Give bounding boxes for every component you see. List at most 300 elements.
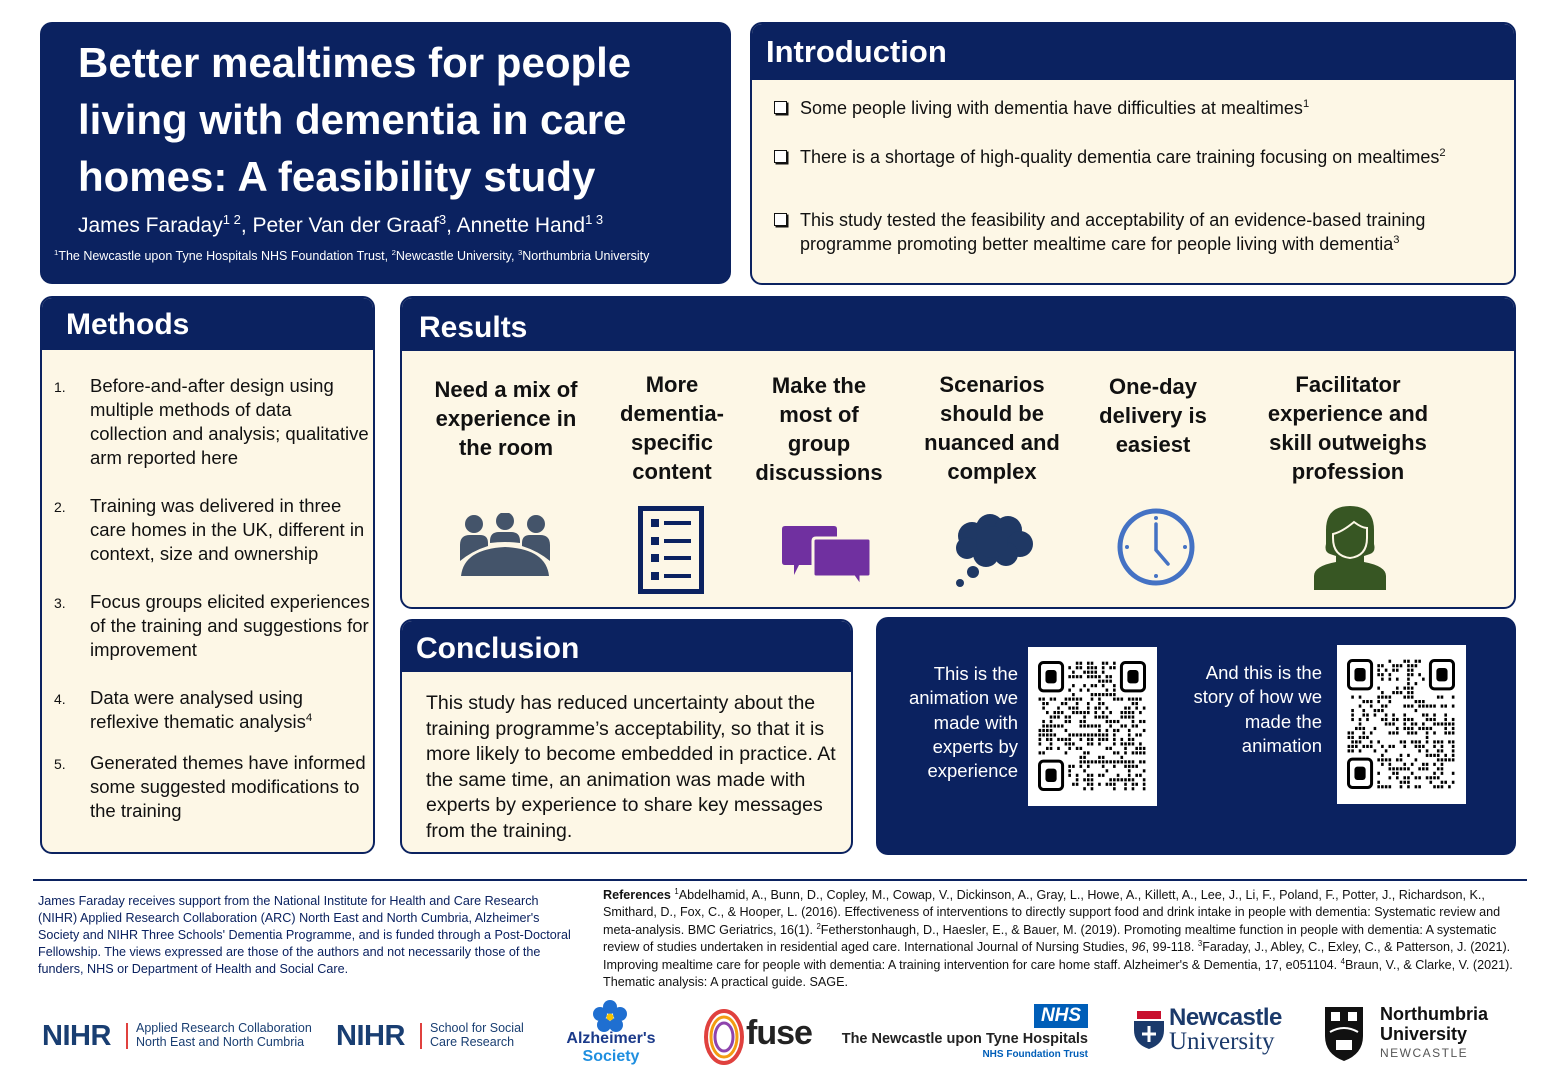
qr-module — [1441, 722, 1444, 725]
qr-module — [1102, 760, 1105, 763]
qr-module — [1098, 774, 1101, 777]
qr-module — [1106, 675, 1109, 678]
qr-module — [1102, 702, 1105, 705]
fuse-wordmark: fuse — [746, 1014, 812, 1052]
qr-module — [1366, 713, 1369, 716]
qr-module — [1076, 783, 1079, 786]
qr-module — [1407, 660, 1410, 663]
qr-module — [1113, 742, 1116, 745]
qr-module — [1444, 718, 1447, 721]
footnote-marker: 4 — [1340, 956, 1346, 966]
qr-module — [1359, 736, 1362, 739]
qr-module — [1083, 751, 1086, 754]
qr-module — [1377, 687, 1380, 690]
qr-module — [1359, 749, 1362, 752]
qr-module — [1042, 707, 1045, 710]
qr-module — [1039, 742, 1042, 745]
qr-module — [1132, 715, 1135, 718]
qr-module — [1370, 740, 1373, 743]
qr-module — [1139, 733, 1142, 736]
qr-module — [1418, 727, 1421, 730]
qr-module — [1389, 700, 1392, 703]
qr-module — [1132, 760, 1135, 763]
qr-module — [1441, 758, 1444, 761]
qr-module — [1098, 715, 1101, 718]
qr-module — [1407, 781, 1410, 784]
qr-module — [1452, 754, 1455, 757]
newcastle-location-text: NEWCASTLE — [1380, 1046, 1469, 1060]
qr-module — [1452, 722, 1455, 725]
qr-module — [1087, 733, 1090, 736]
qr-module — [1441, 767, 1444, 770]
qr-module — [1415, 722, 1418, 725]
logo-divider — [420, 1023, 422, 1049]
qr-module — [1120, 738, 1123, 741]
qr-module — [1403, 660, 1406, 663]
qr-module — [1072, 711, 1075, 714]
qr-module — [1433, 713, 1436, 716]
qr-module — [1415, 776, 1418, 779]
conclusion-text: This study has reduced uncertainty about the training programme’s acceptability, so that it is more likely to become embedded in practice. At the same time, an animation was made with experts by experience to share key messages from the training. — [426, 692, 836, 842]
qr-module — [1094, 666, 1097, 669]
qr-module — [1061, 702, 1064, 705]
qr-module — [1385, 696, 1388, 699]
qr-module — [1106, 707, 1109, 710]
qr-module — [1407, 682, 1410, 685]
introduction-heading: Introduction — [752, 24, 1514, 80]
qr-module — [1377, 669, 1380, 672]
qr-code-story[interactable] — [1337, 645, 1466, 804]
qr-module — [1377, 664, 1380, 667]
qr-module — [1411, 772, 1414, 775]
qr-module — [1113, 783, 1116, 786]
qr-module — [1441, 763, 1444, 766]
qr-module — [1385, 758, 1388, 761]
qr-module — [1135, 702, 1138, 705]
qr-module — [1124, 765, 1127, 768]
footnote-marker: 1 — [1302, 98, 1310, 110]
qr-module — [1437, 776, 1440, 779]
qr-module — [1050, 698, 1053, 701]
meeting-table-icon — [458, 513, 552, 579]
qr-module — [1351, 718, 1354, 721]
qr-module — [1117, 774, 1120, 777]
qr-module — [1366, 736, 1369, 739]
qr-module — [1400, 785, 1403, 788]
author: Annette Hand$^{1 3}$ — [456, 212, 604, 237]
qr-module — [1143, 760, 1146, 763]
qr-module — [1076, 698, 1079, 701]
footnote-marker: 2 — [816, 921, 821, 931]
qr-module — [1403, 767, 1406, 770]
qr-module — [1381, 678, 1384, 681]
item-number: 1. — [54, 379, 66, 395]
thought-cloud-icon — [952, 514, 1036, 590]
nihr-arc-logo — [42, 1020, 314, 1054]
qr-module — [1437, 740, 1440, 743]
qr-module — [1452, 696, 1455, 699]
qr-module — [1444, 722, 1447, 725]
qr-module — [1452, 745, 1455, 748]
qr-module — [1106, 662, 1109, 665]
qr-module — [1128, 742, 1131, 745]
qr-module — [1407, 727, 1410, 730]
reference: Braun, V., & Clarke, V. (2021). Thematic analysis: A practical guide. SAGE. — [603, 957, 1513, 990]
qr-module — [1426, 740, 1429, 743]
qr-module — [1351, 736, 1354, 739]
qr-module — [1046, 702, 1049, 705]
qr-module — [1396, 758, 1399, 761]
qr-module — [1418, 776, 1421, 779]
qr-module — [1113, 733, 1116, 736]
qr-module — [1087, 724, 1090, 727]
qr-module — [1102, 662, 1105, 665]
qr-module — [1120, 756, 1123, 759]
methods-item-text: Data were analysed using reflexive thematic analysis — [90, 687, 306, 732]
qr-module — [1106, 729, 1109, 732]
qr-module — [1068, 720, 1071, 723]
qr-module — [1381, 785, 1384, 788]
result-theme-label: Need a mix of experience in the room — [434, 377, 578, 460]
qr-module — [1143, 751, 1146, 754]
qr-module — [1117, 760, 1120, 763]
qr-module — [1411, 705, 1414, 708]
qr-module — [1418, 749, 1421, 752]
qr-module — [1433, 763, 1436, 766]
nhs-trust-subtitle: NHS Foundation Trust — [982, 1049, 1088, 1060]
qr-module — [1065, 738, 1068, 741]
qr-module — [1109, 724, 1112, 727]
qr-module — [1403, 740, 1406, 743]
qr-module — [1039, 738, 1042, 741]
qr-module — [1370, 700, 1373, 703]
footer-divider — [33, 879, 1527, 881]
qr-module — [1139, 760, 1142, 763]
qr-module — [1050, 738, 1053, 741]
qr-module — [1422, 700, 1425, 703]
qr-module — [1120, 742, 1123, 745]
qr-module — [1102, 733, 1105, 736]
references-label: References — [603, 888, 671, 902]
qr-module — [1452, 758, 1455, 761]
qr-module — [1050, 742, 1053, 745]
qr-module — [1389, 678, 1392, 681]
intro-item-text: This study tested the feasibility and acceptability of an evidence-based training programme promoting better mealtime care for people living with dementia — [800, 210, 1426, 254]
qr-module — [1057, 747, 1060, 750]
qr-module — [1083, 760, 1086, 763]
qr-module — [1411, 687, 1414, 690]
item-number: 4. — [54, 691, 66, 707]
qr-module — [1132, 778, 1135, 781]
qr-module — [1124, 760, 1127, 763]
footnote-marker: 3 — [1197, 939, 1203, 949]
qr-module — [1098, 756, 1101, 759]
qr-module — [1132, 724, 1135, 727]
qr-module — [1362, 727, 1365, 730]
qr-module — [1396, 687, 1399, 690]
qr-module — [1403, 696, 1406, 699]
qr-module — [1087, 666, 1090, 669]
qr-module — [1429, 705, 1432, 708]
qr-module — [1385, 722, 1388, 725]
qr-module — [1053, 711, 1056, 714]
qr-module — [1087, 778, 1090, 781]
qr-module — [1396, 678, 1399, 681]
qr-module — [1348, 736, 1351, 739]
qr-module — [1411, 763, 1414, 766]
qr-module — [1113, 693, 1116, 696]
qr-code-animation[interactable] — [1028, 647, 1157, 806]
qr-module — [1124, 751, 1127, 754]
qr-module — [1124, 787, 1127, 790]
qr-module — [1389, 776, 1392, 779]
qr-module — [1113, 765, 1116, 768]
qr-module — [1415, 758, 1418, 761]
qr-module — [1132, 787, 1135, 790]
qr-module — [1113, 738, 1116, 741]
qr-module — [1068, 769, 1071, 772]
qr-module — [1050, 729, 1053, 732]
qr-module — [1124, 711, 1127, 714]
qr-module — [1042, 724, 1045, 727]
qr-module — [1433, 745, 1436, 748]
qr-module — [1351, 731, 1354, 734]
qr-module — [1433, 754, 1436, 757]
qr-module — [1381, 696, 1384, 699]
qr-module — [1080, 747, 1083, 750]
qr-module — [1355, 727, 1358, 730]
qr-module — [1068, 675, 1071, 678]
qr-module — [1389, 660, 1392, 663]
qr-module — [1351, 740, 1354, 743]
affiliation: $^2$Newcastle University, — [391, 247, 518, 263]
qr-module — [1362, 713, 1365, 716]
qr-module — [1113, 666, 1116, 669]
result-theme-label: Facilitator experience and skill outweighs profession — [1267, 372, 1429, 484]
qr-module — [1400, 754, 1403, 757]
qr-module — [1143, 769, 1146, 772]
intro-item-text: Some people living with dementia have difficulties at mealtimes — [800, 98, 1303, 118]
qr-module — [1098, 729, 1101, 732]
qr-finder-center — [1354, 668, 1365, 681]
item-number: 2. — [54, 499, 66, 515]
qr-module — [1113, 689, 1116, 692]
qr-module — [1072, 783, 1075, 786]
qr-module — [1359, 727, 1362, 730]
qr-module — [1102, 765, 1105, 768]
qr-module — [1065, 720, 1068, 723]
qr-module — [1351, 696, 1354, 699]
qr-module — [1444, 705, 1447, 708]
qr-module — [1359, 696, 1362, 699]
qr-module — [1448, 785, 1451, 788]
qr-module — [1377, 772, 1380, 775]
qr-module — [1117, 751, 1120, 754]
references — [603, 887, 1527, 991]
qr-module — [1080, 733, 1083, 736]
qr-module — [1068, 689, 1071, 692]
qr-module — [1392, 691, 1395, 694]
qr-module — [1132, 751, 1135, 754]
qr-module — [1098, 702, 1101, 705]
qr-module — [1407, 673, 1410, 676]
reference: Faraday, J., Abley, C., Exley, C., & Patterson, J. (2021). Improving mealtime care for people with dementia: A training intervention for care home staff. Alzheimer's & Dementia, 17, e051104. — [603, 940, 1511, 972]
qr-module — [1437, 785, 1440, 788]
qr-module — [1392, 718, 1395, 721]
qr-module — [1091, 738, 1094, 741]
qr-module — [1411, 740, 1414, 743]
qr-module — [1441, 705, 1444, 708]
qr-module — [1083, 778, 1086, 781]
qr-module — [1102, 711, 1105, 714]
authors-line — [78, 214, 728, 238]
qr-module — [1132, 742, 1135, 745]
qr-module — [1124, 742, 1127, 745]
qr-module — [1426, 736, 1429, 739]
qr-module — [1098, 698, 1101, 701]
qr-module — [1102, 693, 1105, 696]
reference: Abdelhamid, A., Bunn, D., Copley, M., Cowap, V., Dickinson, A., Gray, L., Howe, A., Killett, A., Lee, J., Li, F., Poland, F., Potter, J., Richardson, K., Smithard, D., Fox, C., & Hooper, L. (2016). Effectiveness of interventions to directly support food and drink intake in people with dementia: Systematic review and meta-analysis. BMC Geriatrics, 16(1). — [603, 888, 1501, 937]
qr-module — [1415, 740, 1418, 743]
qr-module — [1429, 754, 1432, 757]
qr-module — [1441, 772, 1444, 775]
qr-module — [1087, 765, 1090, 768]
qr-module — [1415, 785, 1418, 788]
qr-module — [1057, 738, 1060, 741]
qr-module — [1407, 731, 1410, 734]
qr-module — [1102, 680, 1105, 683]
qr-module — [1106, 783, 1109, 786]
qr-module — [1403, 776, 1406, 779]
qr-module — [1091, 742, 1094, 745]
qr-module — [1441, 696, 1444, 699]
qr-module — [1083, 756, 1086, 759]
qr-module — [1377, 696, 1380, 699]
poster-title: Better mealtimes for people living with dementia in care homes: A feasibility study — [78, 39, 632, 200]
qr-module — [1426, 718, 1429, 721]
qr-module — [1080, 689, 1083, 692]
qr-module — [1080, 698, 1083, 701]
qr-module — [1452, 772, 1455, 775]
qr-module — [1411, 727, 1414, 730]
qr-module — [1400, 758, 1403, 761]
qr-module — [1109, 783, 1112, 786]
qr-module — [1072, 707, 1075, 710]
qr-module — [1139, 747, 1142, 750]
qr-module — [1087, 738, 1090, 741]
qr-module — [1098, 733, 1101, 736]
checkbox-bullet-icon — [774, 150, 787, 163]
qr-module — [1039, 733, 1042, 736]
qr-module — [1143, 729, 1146, 732]
qr-module — [1403, 705, 1406, 708]
qr-module — [1087, 742, 1090, 745]
qr-module — [1389, 785, 1392, 788]
qr-module — [1381, 673, 1384, 676]
qr-module — [1072, 698, 1075, 701]
qr-module — [1083, 671, 1086, 674]
intro-item — [774, 96, 1460, 120]
qr-module — [1113, 778, 1116, 781]
qr-module — [1366, 745, 1369, 748]
qr-module — [1143, 783, 1146, 786]
qr-module — [1403, 687, 1406, 690]
qr-module — [1400, 664, 1403, 667]
qr-module — [1094, 671, 1097, 674]
qr-module — [1135, 698, 1138, 701]
qr-module — [1135, 724, 1138, 727]
qr-module — [1042, 720, 1045, 723]
qr-module — [1080, 738, 1083, 741]
qr-module — [1139, 751, 1142, 754]
qr-module — [1418, 767, 1421, 770]
qr-module — [1370, 745, 1373, 748]
qr-module — [1362, 745, 1365, 748]
qr-module — [1050, 715, 1053, 718]
qr-module — [1046, 733, 1049, 736]
qr-caption: And this is the story of how we made the animation — [1193, 662, 1322, 756]
qr-module — [1381, 705, 1384, 708]
item-number: 5. — [54, 756, 66, 772]
qr-module — [1362, 709, 1365, 712]
qr-module — [1132, 765, 1135, 768]
qr-module — [1422, 767, 1425, 770]
methods-item-text: Before-and-after design using multiple methods of data collection and analysis; qualitative arm reported here — [90, 375, 369, 468]
qr-module — [1091, 760, 1094, 763]
qr-module — [1061, 738, 1064, 741]
qr-module — [1072, 693, 1075, 696]
qr-finder-center — [1045, 769, 1056, 782]
qr-module — [1102, 684, 1105, 687]
qr-module — [1094, 724, 1097, 727]
qr-module — [1128, 778, 1131, 781]
qr-module — [1411, 673, 1414, 676]
qr-module — [1407, 691, 1410, 694]
qr-module — [1106, 680, 1109, 683]
qr-module — [1128, 707, 1131, 710]
qr-module — [1377, 758, 1380, 761]
qr-finder-center — [1127, 670, 1138, 683]
nihr-arc-text: Applied Research Collaboration North East and North Cumbria — [136, 1021, 312, 1049]
qr-module — [1385, 713, 1388, 716]
northumbria-text: Northumbria — [1380, 1004, 1488, 1024]
qr-module — [1046, 747, 1049, 750]
university-text: University — [1380, 1024, 1468, 1044]
qr-module — [1128, 733, 1131, 736]
qr-module — [1087, 711, 1090, 714]
qr-module — [1098, 742, 1101, 745]
qr-module — [1415, 709, 1418, 712]
qr-module — [1065, 715, 1068, 718]
qr-module — [1448, 758, 1451, 761]
qr-module — [1053, 698, 1056, 701]
qr-module — [1083, 715, 1086, 718]
result-theme-label: Scenarios should be nuanced and complex — [924, 372, 1060, 484]
intro-item-text: There is a shortage of high-quality dementia care training focusing on mealtimes — [800, 147, 1440, 167]
qr-module — [1433, 740, 1436, 743]
qr-module — [1091, 662, 1094, 665]
qr-module — [1143, 720, 1146, 723]
qr-module — [1422, 727, 1425, 730]
qr-module — [1396, 727, 1399, 730]
qr-module — [1124, 747, 1127, 750]
qr-module — [1422, 763, 1425, 766]
qr-module — [1139, 711, 1142, 714]
qr-module — [1080, 760, 1083, 763]
qr-module — [1132, 783, 1135, 786]
qr-finder-center — [1354, 767, 1365, 780]
qr-module — [1120, 715, 1123, 718]
